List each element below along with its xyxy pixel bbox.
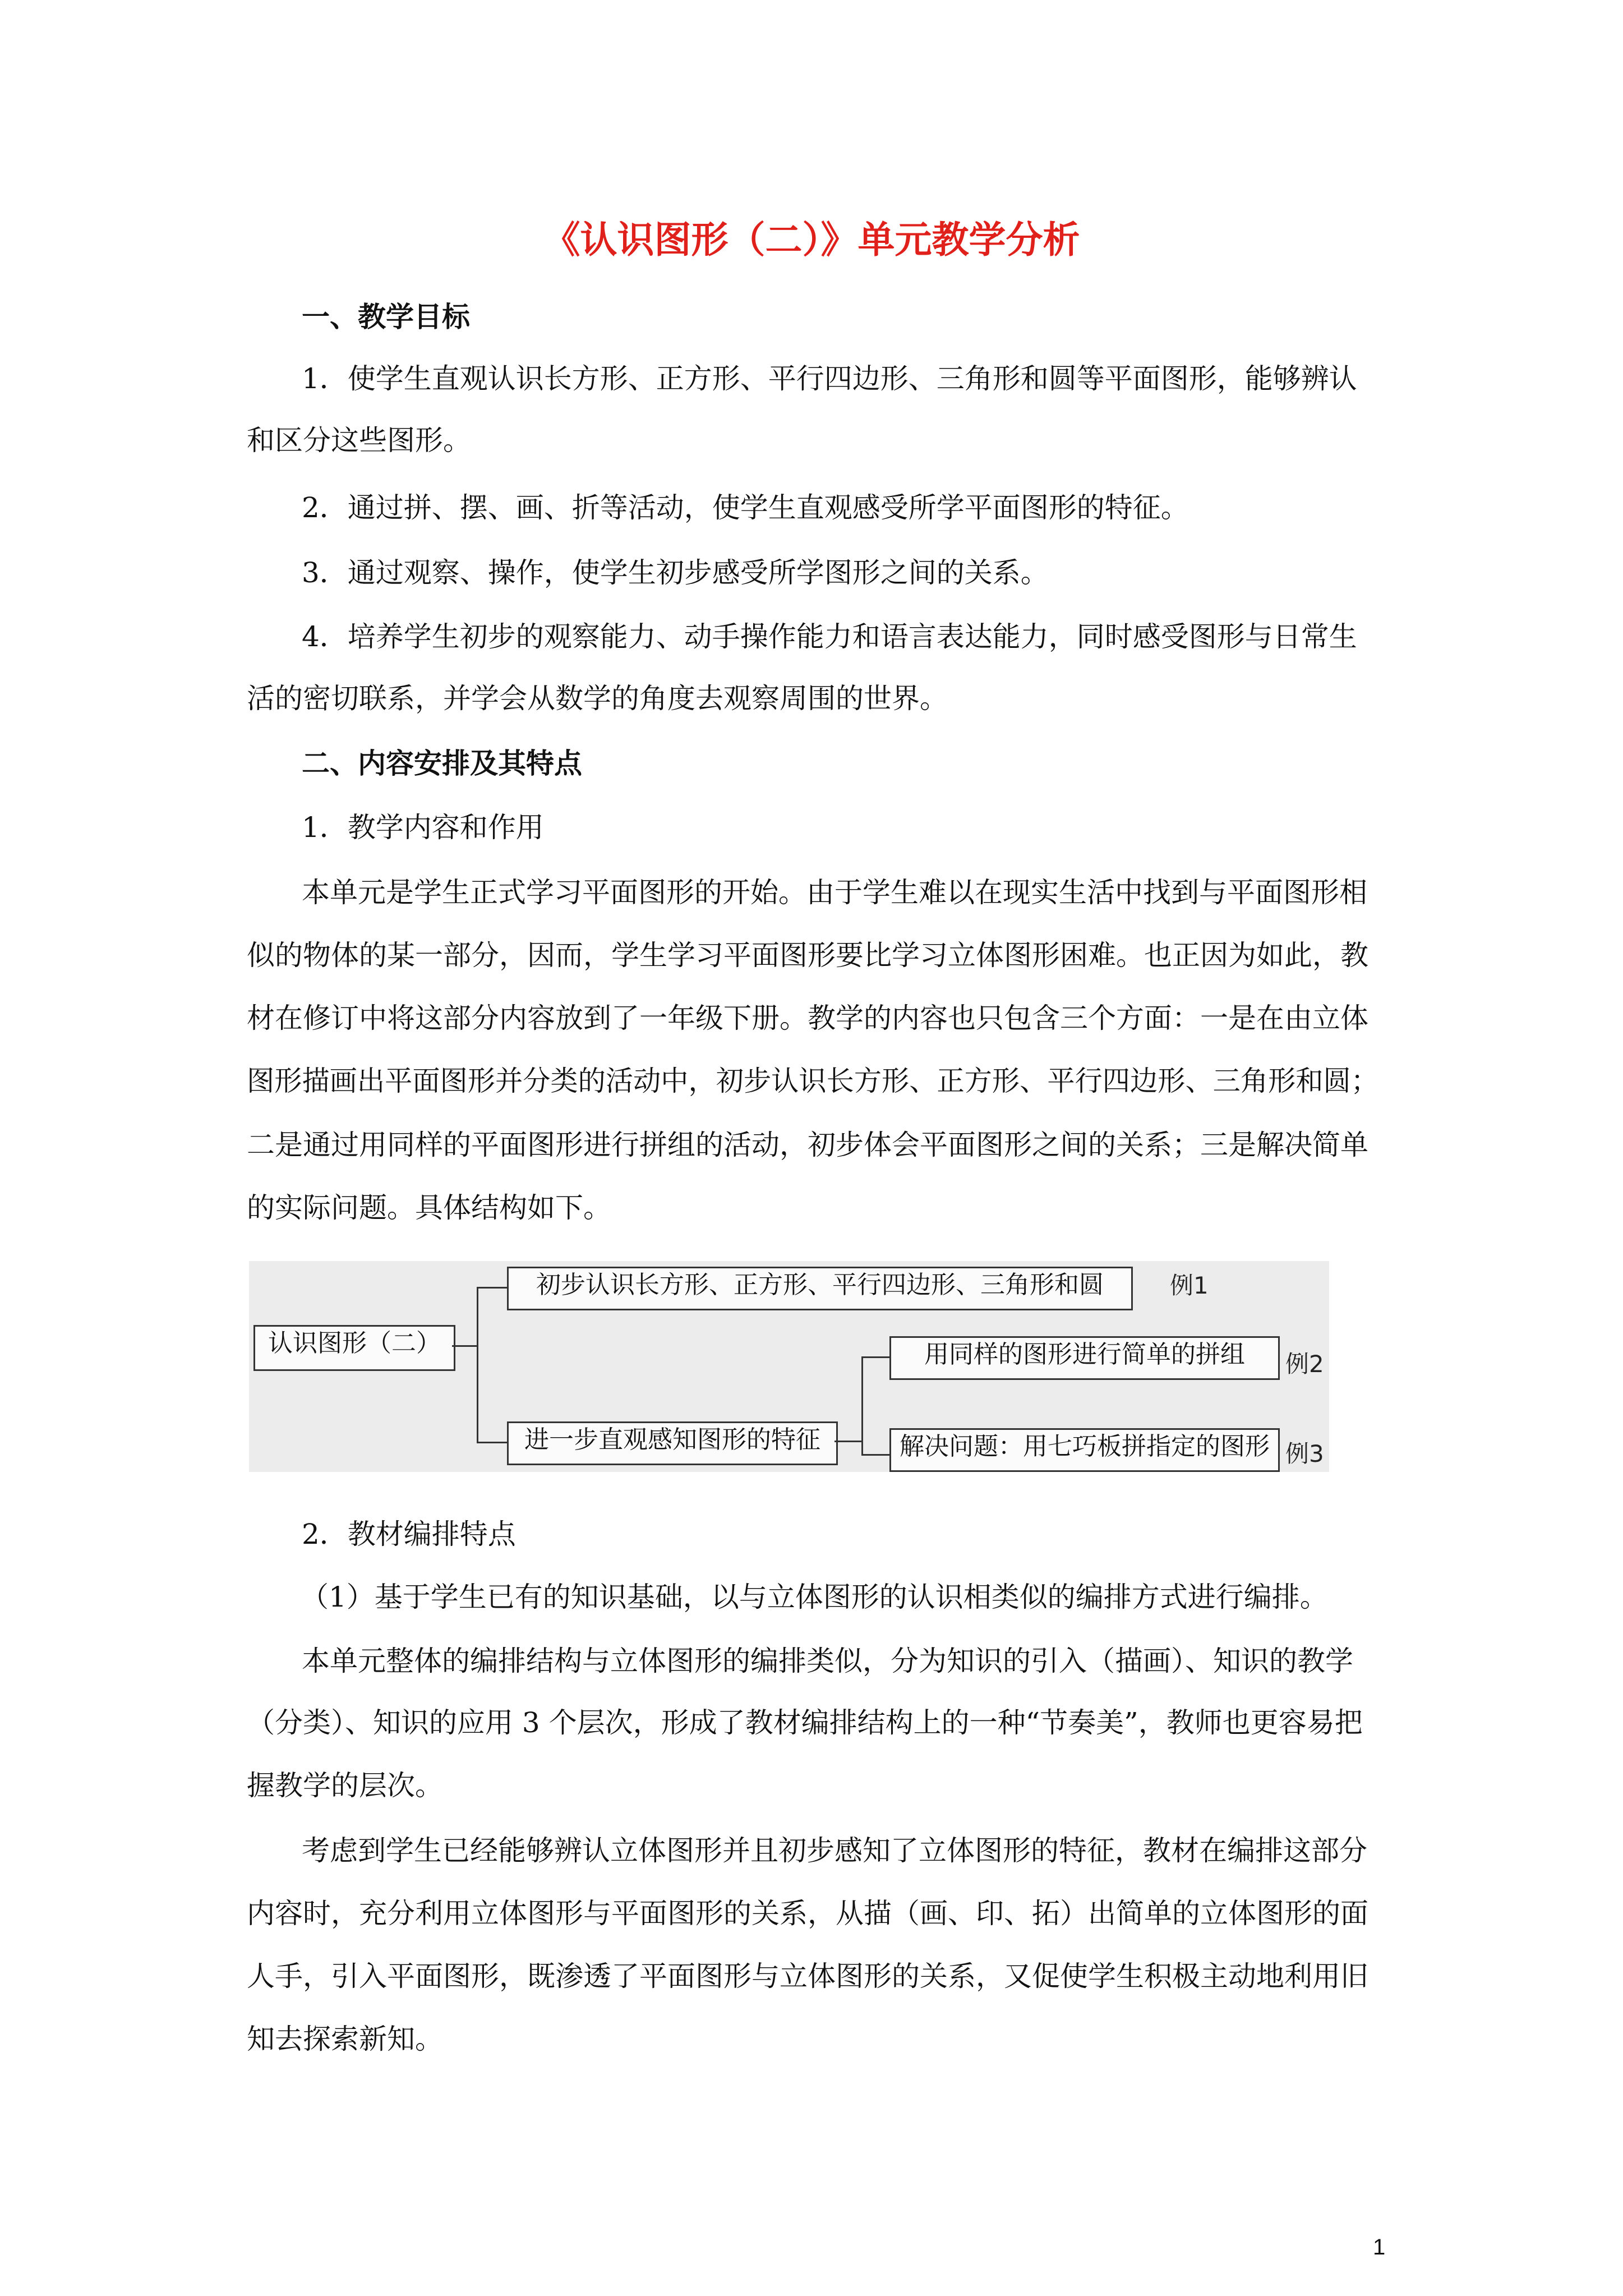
connector-line xyxy=(834,1441,863,1442)
connector-line xyxy=(477,1287,478,1443)
connector-line xyxy=(861,1356,889,1358)
page-title: 《认识图形（二）》单元教学分析 xyxy=(543,218,1080,261)
goal-item-1-line-1: 1．使学生直观认识长方形、正方形、平行四边形、三角形和圆等平面图形，能够辨认 xyxy=(302,362,1357,395)
diagram-leaf-1-tag: 例2 xyxy=(1285,1350,1324,1378)
goal-item-2: 2．通过拼、摆、画、折等活动，使学生直观感受所学平面图形的特征。 xyxy=(302,491,1189,524)
diagram-branch-2-label: 进一步直观感知图形的特征 xyxy=(524,1425,820,1454)
subheading-arrangement-1: （1）基于学生已有的知识基础，以与立体图形的认识相类似的编排方式进行编排。 xyxy=(301,1581,1328,1613)
paragraph-line: 的实际问题。具体结构如下。 xyxy=(247,1191,611,1224)
diagram-root-label: 认识图形（二） xyxy=(268,1329,441,1358)
paragraph-line: 人手，引入平面图形，既渗透了平面图形与立体图形的关系，又促使学生积极主动地利用旧 xyxy=(247,1960,1368,1993)
paragraph-line: 本单元是学生正式学习平面图形的开始。由于学生难以在现实生活中找到与平面图形相 xyxy=(302,876,1367,909)
goal-item-1-line-2: 和区分这些图形。 xyxy=(247,424,471,457)
diagram-branch-1-tag: 例1 xyxy=(1170,1272,1209,1299)
subheading-content-role: 1．教学内容和作用 xyxy=(302,811,544,844)
paragraph-line: 握教学的层次。 xyxy=(247,1769,443,1802)
diagram-root-box xyxy=(253,1325,455,1371)
paragraph-line: 二是通过用同样的平面图形进行拼组的活动，初步体会平面图形之间的关系；三是解决简单 xyxy=(247,1129,1368,1161)
connector-line xyxy=(861,1356,863,1455)
paragraph-line: 内容时，充分利用立体图形与平面图形的关系，从描（画、印、拓）出简单的立体图形的面 xyxy=(247,1897,1368,1930)
paragraph-line: 知去探索新知。 xyxy=(247,2023,443,2055)
paragraph-line: 考虑到学生已经能够辨认立体图形并且初步感知了立体图形的特征，教材在编排这部分 xyxy=(302,1834,1367,1867)
goal-item-4-line-1: 4．培养学生初步的观察能力、动手操作能力和语言表达能力，同时感受图形与日常生 xyxy=(302,620,1357,653)
diagram-leaf-1-label: 用同样的图形进行简单的拼组 xyxy=(924,1340,1245,1369)
paragraph-line: 材在修订中将这部分内容放到了一年级下册。教学的内容也只包含三个方面：一是在由立体 xyxy=(247,1002,1368,1034)
goal-item-3: 3．通过观察、操作，使学生初步感受所学图形之间的关系。 xyxy=(302,556,1049,589)
section-heading-goals: 一、教学目标 xyxy=(302,301,470,333)
paragraph-line: （分类）、知识的应用 3 个层次，形成了教材编排结构上的一种“节奏美”，教师也更容易把 xyxy=(247,1706,1363,1739)
diagram-leaf-2-box xyxy=(889,1428,1280,1472)
diagram-leaf-2-label: 解决问题：用七巧板拼指定的图形 xyxy=(900,1432,1270,1461)
paragraph-line: 本单元整体的编排结构与立体图形的编排类似，分为知识的引入（描画）、知识的教学 xyxy=(302,1645,1353,1677)
section-heading-content: 二、内容安排及其特点 xyxy=(302,747,582,780)
diagram-leaf-2-tag: 例3 xyxy=(1285,1440,1324,1467)
paragraph-line: 似的物体的某一部分，因而，学生学习平面图形要比学习立体图形困难。也正因为如此，教 xyxy=(247,939,1368,972)
page-number: 1 xyxy=(1373,2235,1386,2260)
paragraph-line: 图形描画出平面图形并分类的活动中，初步认识长方形、正方形、平行四边形、三角形和圆； xyxy=(247,1065,1378,1097)
connector-line xyxy=(452,1345,478,1347)
diagram-leaf-1-box xyxy=(889,1336,1280,1380)
subheading-arrangement: 2．教材编排特点 xyxy=(302,1518,516,1550)
connector-line xyxy=(477,1287,507,1289)
connector-line xyxy=(861,1454,889,1456)
diagram-branch-1-label: 初步认识长方形、正方形、平行四边形、三角形和圆 xyxy=(536,1271,1104,1299)
goal-item-4-line-2: 活的密切联系，并学会从数学的角度去观察周围的世界。 xyxy=(247,682,948,715)
diagram-branch-1-box xyxy=(507,1267,1133,1310)
structure-diagram xyxy=(249,1261,1329,1472)
diagram-branch-2-box xyxy=(507,1421,838,1465)
connector-line xyxy=(477,1442,507,1443)
